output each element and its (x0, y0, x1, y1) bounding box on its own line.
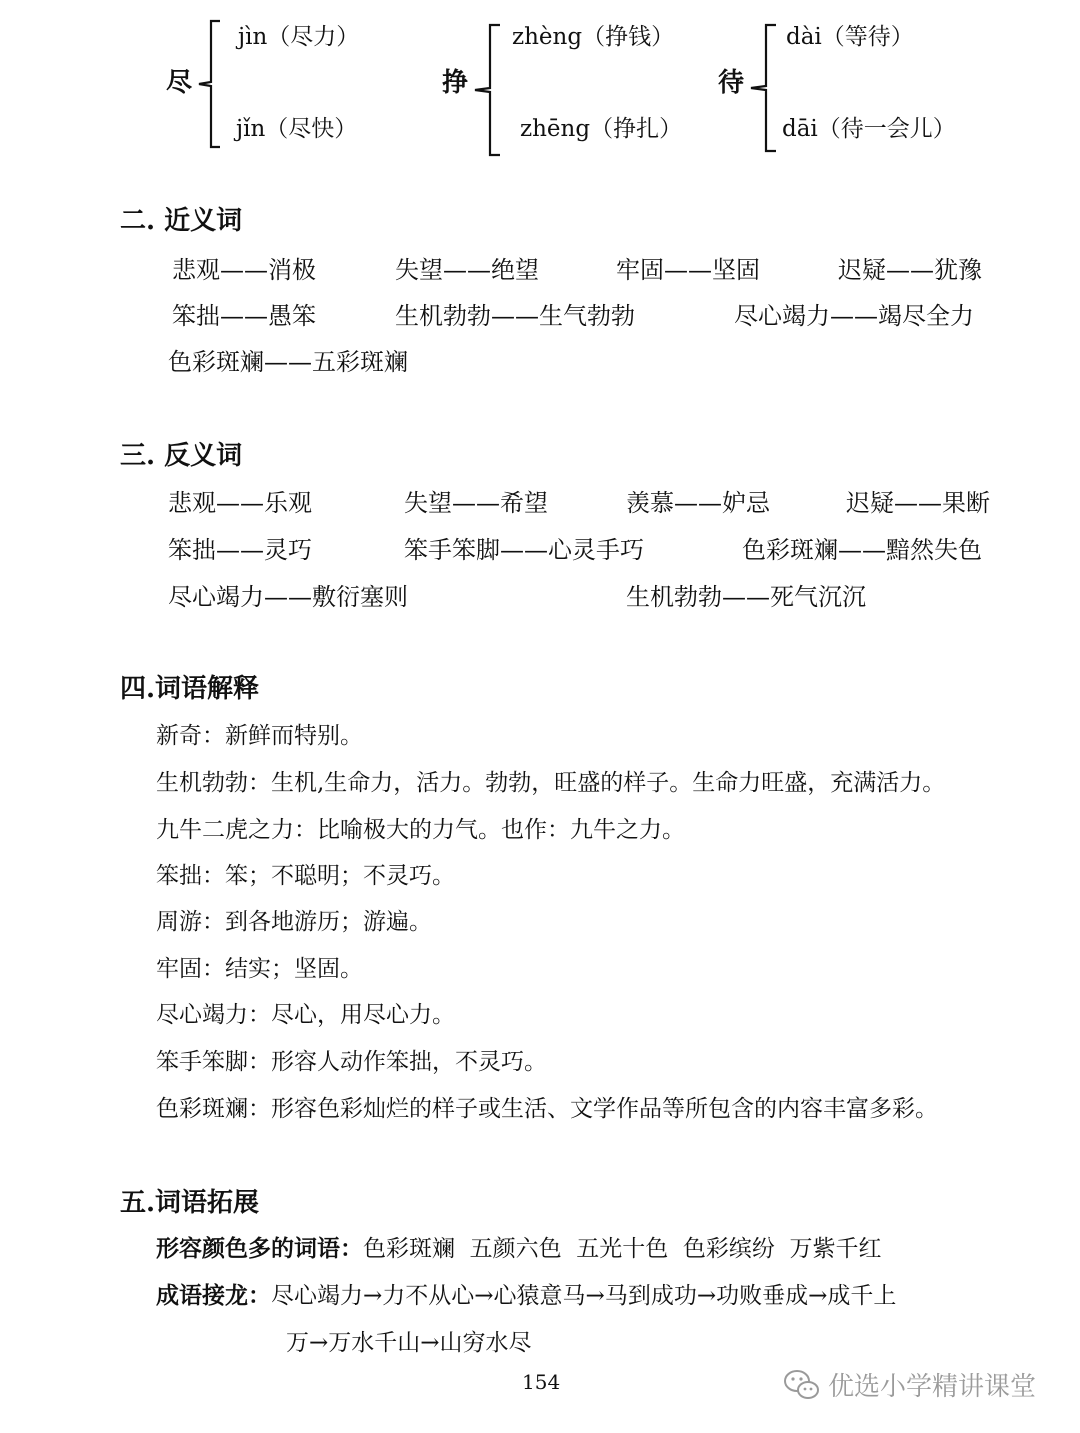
brace-icon (472, 22, 504, 158)
definition-item: 牢固：结实；坚固。 (156, 956, 363, 982)
page-number: 154 (522, 1370, 561, 1394)
pinyin-top: dài（等待） (786, 24, 914, 50)
watermark (782, 1366, 1036, 1403)
idiom-chain-continued: 万→万水千山→山穷水尽 (286, 1330, 532, 1356)
idiom-chain-label: 成语接龙： (156, 1282, 271, 1309)
definition-item: 尽心竭力：尽心，用尽心力。 (156, 1002, 455, 1028)
word-pair: 笨手笨脚——心灵手巧 (404, 536, 644, 564)
pinyin-bottom: zhēng（挣扎） (520, 116, 683, 142)
section-heading-synonyms: 二. 近义词 (120, 206, 243, 236)
section-heading-explanations: 四.词语解释 (120, 674, 260, 704)
definition-item: 笨手笨脚：形容人动作笨拙，不灵巧。 (156, 1049, 547, 1075)
word-pair: 迟疑——犹豫 (838, 256, 982, 284)
color-words-line (156, 1230, 882, 1263)
definition-item: 生机勃勃：生机,生命力，活力。勃勃，旺盛的样子。生命力旺盛，充满活力。 (156, 770, 946, 796)
wechat-icon (782, 1368, 822, 1402)
color-words: 色彩斑斓 五颜六色 五光十色 色彩缤纷 万紫千红 (363, 1236, 882, 1262)
polyphone-char: 待 (718, 68, 745, 98)
word-pair: 尽心竭力——敷衍塞则 (168, 583, 408, 611)
section-heading-antonyms: 三. 反义词 (120, 441, 243, 471)
polyphone-char: 尽 (166, 68, 193, 98)
pinyin-bottom: dāi（待一会儿） (782, 116, 956, 142)
word-pair: 色彩斑斓——黯然失色 (742, 536, 982, 564)
watermark-text: 优选小学精讲课堂 (828, 1372, 1037, 1402)
word-pair: 笨拙——愚笨 (172, 302, 316, 330)
pinyin-bottom: jǐn（尽快） (236, 116, 358, 142)
idiom-chain-line (156, 1277, 896, 1310)
word-pair: 牢固——坚固 (616, 256, 760, 284)
word-pair: 尽心竭力——竭尽全力 (734, 302, 974, 330)
word-pair: 失望——绝望 (395, 256, 539, 284)
word-pair: 迟疑——果断 (846, 489, 990, 517)
pinyin-top: jìn（尽力） (238, 24, 360, 50)
definition-item: 笨拙：笨；不聪明；不灵巧。 (156, 863, 455, 889)
word-pair: 失望——希望 (404, 489, 548, 517)
word-pair: 悲观——乐观 (168, 489, 312, 517)
word-pair: 生机勃勃——死气沉沉 (626, 583, 866, 611)
section-heading-extension: 五.词语拓展 (120, 1188, 260, 1218)
brace-icon (196, 18, 226, 150)
brace-icon (748, 22, 780, 154)
color-words-label: 形容颜色多的词语： (156, 1235, 363, 1262)
word-pair: 生机勃勃——生气勃勃 (395, 302, 635, 330)
definition-item: 新奇：新鲜而特别。 (156, 723, 363, 749)
idiom-chain: 尽心竭力→力不从心→心猿意马→马到成功→功败垂成→成千上 (271, 1283, 897, 1309)
polyphone-char: 挣 (442, 68, 469, 98)
word-pair: 色彩斑斓——五彩斑斓 (168, 348, 408, 376)
word-pair: 悲观——消极 (172, 256, 316, 284)
definition-item: 九牛二虎之力：比喻极大的力气。也作：九牛之力。 (156, 817, 685, 843)
pinyin-top: zhèng（挣钱） (512, 24, 675, 50)
definition-item: 色彩斑斓：形容色彩灿烂的样子或生活、文学作品等所包含的内容丰富多彩。 (156, 1096, 938, 1122)
word-pair: 羡慕——妒忌 (626, 489, 770, 517)
definition-item: 周游：到各地游历；游遍。 (156, 909, 432, 935)
word-pair: 笨拙——灵巧 (168, 536, 312, 564)
